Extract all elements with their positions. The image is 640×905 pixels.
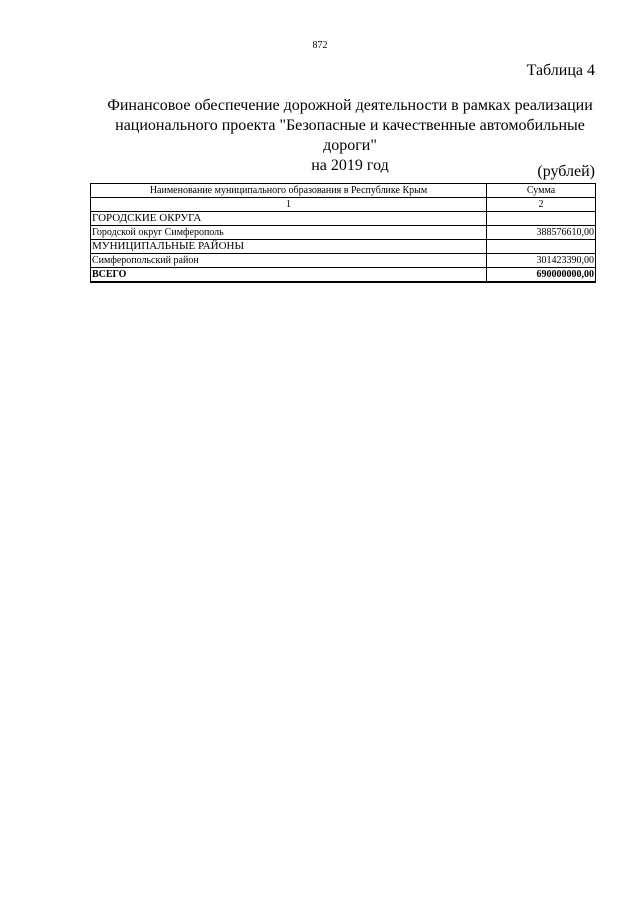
row-amount: 690000000,00 — [487, 268, 596, 283]
row-name: МУНИЦИПАЛЬНЫЕ РАЙОНЫ — [91, 240, 487, 254]
row-name: ВСЕГО — [91, 268, 487, 283]
table-row-simferopol-city — [91, 226, 596, 240]
row-name: ГОРОДСКИЕ ОКРУГА — [91, 212, 487, 226]
column-number-1: 1 — [91, 198, 487, 212]
column-number-2: 2 — [487, 198, 596, 212]
title-line-3: на 2019 год — [311, 157, 389, 174]
column-number-row — [91, 198, 596, 212]
row-amount: 388576610,00 — [487, 226, 596, 240]
table-row-group-districts — [91, 240, 596, 254]
header-name: Наименование муниципального образования в Республике Крым — [91, 184, 487, 198]
table-row-simferopol-district — [91, 254, 596, 268]
header-sum: Сумма — [487, 184, 596, 198]
row-amount: 301423390,00 — [487, 254, 596, 268]
page-number: 872 — [312, 40, 328, 51]
table-row-total — [91, 268, 596, 283]
table-header-row — [91, 184, 596, 198]
document-title — [90, 96, 610, 176]
units-label: (рублей) — [537, 163, 595, 180]
title-line-1: Финансовое обеспечение дорожной деятельности в рамках реализации — [107, 97, 593, 114]
row-amount — [487, 240, 596, 254]
title-line-2: национального проекта "Безопасные и качественные автомобильные дороги" — [115, 117, 585, 154]
table-row-group-urban — [91, 212, 596, 226]
row-name: Городской округ Симферополь — [91, 226, 487, 240]
financing-table — [90, 183, 596, 283]
row-amount — [487, 212, 596, 226]
row-name: Симферопольский район — [91, 254, 487, 268]
table-label: Таблица 4 — [526, 62, 595, 79]
